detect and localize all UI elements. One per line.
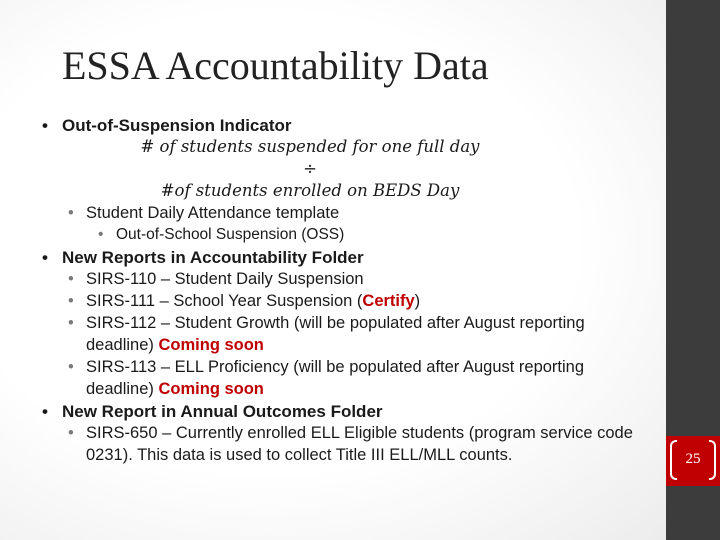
section-heading-accountability: • New Reports in Accountability Folder	[30, 248, 660, 268]
formula-numerator: # of students suspended for one full day	[140, 137, 480, 156]
list-item: • Student Daily Attendance template	[30, 202, 660, 224]
coming-soon-highlight: Coming soon	[158, 336, 264, 354]
page-number-box	[670, 440, 716, 482]
certify-highlight: Certify	[362, 292, 415, 310]
list-item: • SIRS-650 – Currently enrolled ELL Eligible students (program service code 0231). This data is used to collect Title III ELL/MLL counts.	[30, 422, 660, 466]
formula	[30, 136, 590, 202]
list-item: • SIRS-113 – ELL Proficiency (will be populated after August reporting deadline) Coming soon	[30, 356, 660, 400]
list-item: • SIRS-111 – School Year Suspension (Certify)	[30, 290, 660, 312]
list-item: • SIRS-110 – Student Daily Suspension	[30, 268, 660, 290]
formula-operator: ÷	[303, 159, 317, 178]
slide-content	[30, 116, 660, 466]
section-heading-suspension: • Out-of-Suspension Indicator	[30, 116, 660, 136]
page-number: 25	[685, 451, 701, 467]
coming-soon-highlight: Coming soon	[158, 380, 264, 398]
formula-denominator: #of students enrolled on BEDS Day	[160, 181, 460, 200]
sub-list-item: • Out-of-School Suspension (OSS)	[30, 224, 660, 246]
section-heading-annual-outcomes: • New Report in Annual Outcomes Folder	[30, 402, 660, 422]
list-item: • SIRS-112 – Student Growth (will be populated after August reporting deadline) Coming soon	[30, 312, 660, 356]
slide-title: ESSA Accountability Data	[62, 43, 489, 88]
